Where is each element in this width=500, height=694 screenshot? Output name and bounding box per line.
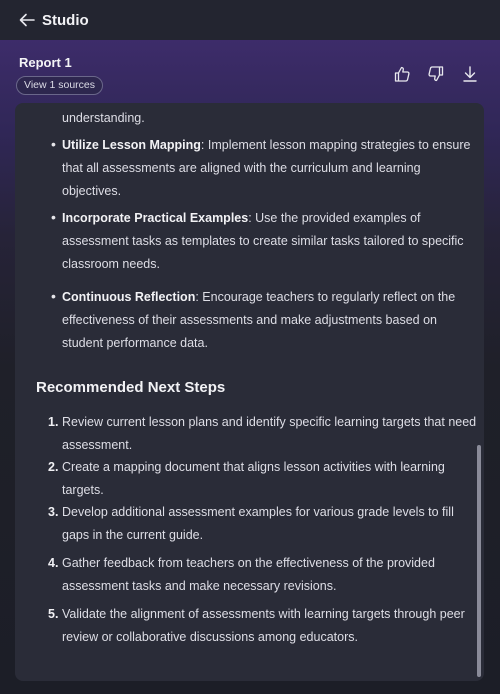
list-item-text: classroom needs. xyxy=(62,257,160,271)
continued-text: understanding. xyxy=(62,111,145,125)
report-title: Report 1 xyxy=(19,55,72,70)
step-text: gaps in the current guide. xyxy=(62,528,204,542)
arrow-left-icon[interactable] xyxy=(18,11,36,29)
thumbs-down-icon[interactable] xyxy=(426,64,446,84)
step-number: 1. xyxy=(48,415,59,429)
bullet-dot: • xyxy=(51,136,56,152)
top-bar xyxy=(0,0,500,40)
list-item: Utilize Lesson Mapping: Implement lesson mapping strategies to ensure xyxy=(62,138,471,152)
step-number: 2. xyxy=(48,460,59,474)
bullet-term: Continuous Reflection xyxy=(62,290,196,304)
step-text: Validate the alignment of assessments with learning targets through peer xyxy=(62,607,465,621)
thumbs-up-icon[interactable] xyxy=(392,64,412,84)
list-item-text: student performance data. xyxy=(62,336,208,350)
list-item: Incorporate Practical Examples: Use the provided examples of xyxy=(62,211,421,225)
step-text: Develop additional assessment examples for various grade levels to fill xyxy=(62,505,454,519)
view-sources-button[interactable]: View 1 sources xyxy=(16,76,103,95)
bullet-dot: • xyxy=(51,209,56,225)
step-text: assessment tasks and make necessary revisions. xyxy=(62,579,337,593)
step-text: assessment. xyxy=(62,438,133,452)
step-number: 5. xyxy=(48,607,59,621)
report-content-panel[interactable] xyxy=(15,103,484,681)
bullet-term: Utilize Lesson Mapping xyxy=(62,138,201,152)
list-item-text: that all assessments are aligned with the curriculum and learning xyxy=(62,161,421,175)
studio-title: Studio xyxy=(42,11,89,29)
step-text: Gather feedback from teachers on the effectiveness of the provided xyxy=(62,556,435,570)
list-item: Continuous Reflection: Encourage teachers to regularly reflect on the xyxy=(62,290,456,304)
step-text: Create a mapping document that aligns lesson activities with learning xyxy=(62,460,445,474)
download-icon[interactable] xyxy=(460,64,480,84)
step-text: targets. xyxy=(62,483,104,497)
section-heading: Recommended Next Steps xyxy=(36,379,226,396)
bullet-term: Incorporate Practical Examples xyxy=(62,211,249,225)
report-actions xyxy=(392,64,480,84)
step-number: 4. xyxy=(48,556,59,570)
list-item-text: effectiveness of their assessments and make adjustments based on xyxy=(62,313,437,327)
step-text: Review current lesson plans and identify specific learning targets that need xyxy=(62,415,477,429)
step-text: review or collaborative discussions among educators. xyxy=(62,630,358,644)
step-number: 3. xyxy=(48,505,59,519)
list-item-text: objectives. xyxy=(62,184,122,198)
scrollbar-thumb[interactable] xyxy=(477,445,481,677)
bullet-dot: • xyxy=(51,288,56,304)
list-item-text: assessment tasks as templates to create similar tasks tailored to specific xyxy=(62,234,464,248)
